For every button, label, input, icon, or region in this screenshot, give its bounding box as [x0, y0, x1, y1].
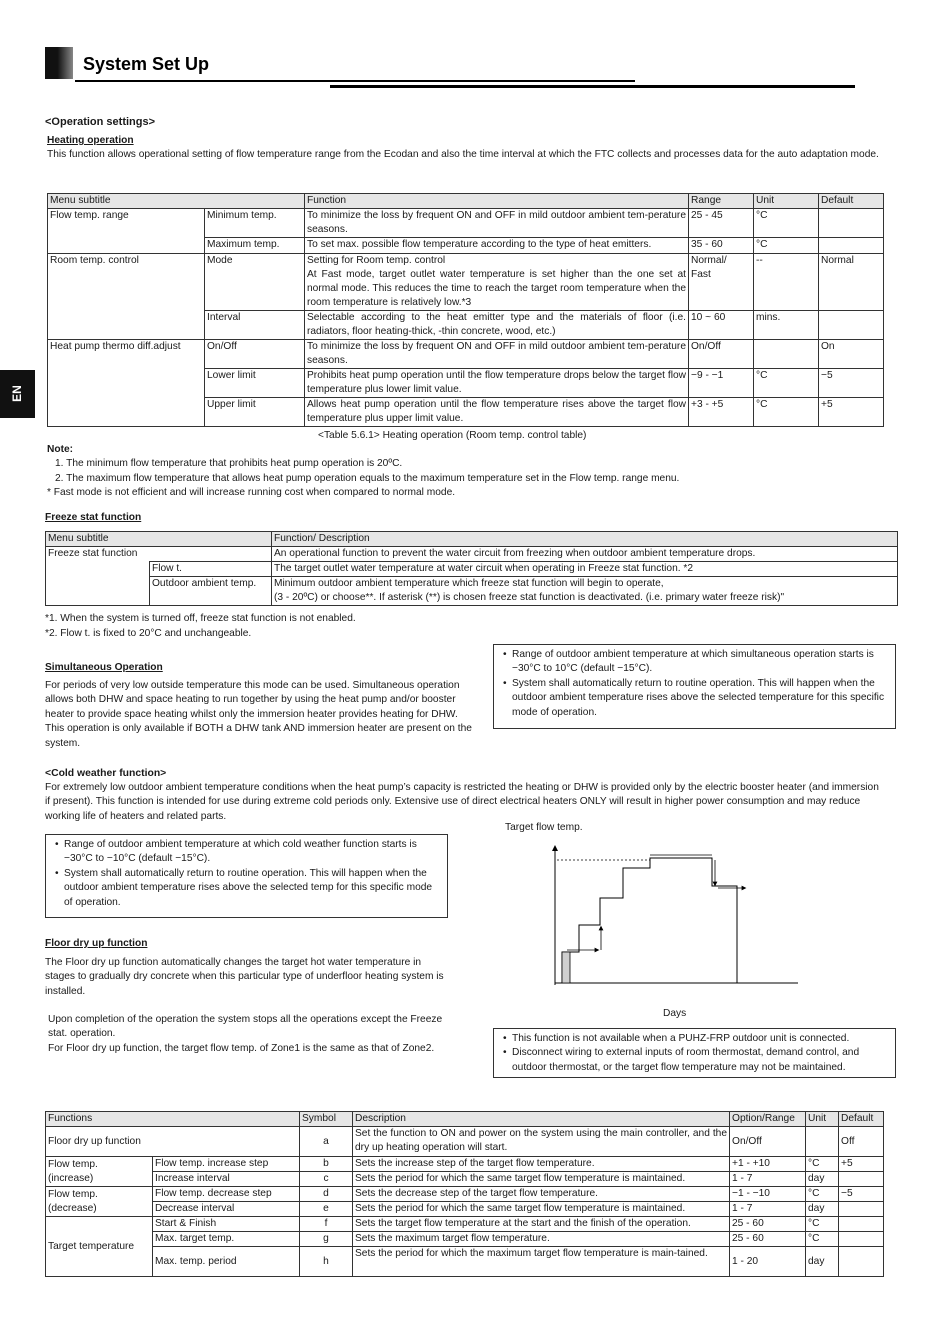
group-cell: Room temp. control — [48, 254, 205, 340]
description-cell: Sets the maximum target flow temperature. — [353, 1232, 730, 1247]
chart-letter-b: b — [604, 935, 608, 942]
chart-letter-d: d — [719, 869, 723, 876]
chart-letter-g: g — [636, 849, 640, 856]
default-cell — [839, 1217, 884, 1232]
col-header: Default — [819, 194, 884, 209]
group-cell: Heat pump thermo diff.adjust — [48, 340, 205, 427]
function-cell: To set max. possible flow temperature according to the type of heat emitters. — [305, 238, 689, 254]
function-cell: Allows heat pump operation until the flow temperature rises above the target flow temperature plus upper limit value. — [305, 398, 689, 427]
range-cell: On/Off — [689, 340, 754, 369]
header-rule-2 — [330, 85, 855, 88]
table-row — [46, 1127, 884, 1157]
cold-weather-body: For extremely low outdoor ambient temperature conditions when the heat pump’s capacity is restricted the heating or DHW is provided only by the electric booster heater (and immersion if present). This function is intended for use during extreme cold periods only. Extensive use of direct electrical heaters ONLY will result in higher power consumption and may reduce working life of heaters and related parts. — [45, 782, 879, 822]
freeze-stat-desc: An operational function to prevent the water circuit from freezing when outdoor ambient temperature drops. — [272, 547, 898, 562]
bullet-item: • This function is not available when a PUHZ-FRP outdoor unit is connected. — [512, 1032, 889, 1046]
cold-weather-info-box — [45, 834, 448, 918]
unit-cell: °C — [754, 238, 819, 254]
function-cell: Setting for Room temp. control At Fast mode, target outlet water temperature is set higher than the one set at normal mode. This reduces the time to reach the target room temperature when the room temperature is relatively low.*3 — [305, 254, 689, 311]
subtitle-cell: Start & Finish — [153, 1217, 300, 1232]
col-header: Function — [305, 194, 689, 209]
col-header: Description — [353, 1112, 730, 1127]
chart-letter-h: h — [680, 846, 684, 853]
subtitle-cell: Mode — [205, 254, 305, 311]
group-cell: Flow temp. (increase) — [46, 1157, 153, 1187]
unit-cell: °C — [754, 398, 819, 427]
description-cell: Sets the target flow temperature at the start and the finish of the operation. — [353, 1217, 730, 1232]
operation-settings-heading: <Operation settings> — [45, 116, 156, 128]
col-header: Unit — [806, 1112, 839, 1127]
blank-cell — [46, 562, 150, 606]
chart-letter-e: e — [730, 893, 734, 900]
floor-dry-body: Upon completion of the operation the system stops all the operations except the Freeze stat. operation. — [48, 1014, 443, 1040]
subtitle-cell: Flow temp. increase step — [153, 1157, 300, 1172]
table-caption: <Table 5.6.1> Heating operation (Room temp. control table) — [318, 430, 587, 441]
symbol-cell: h — [300, 1247, 353, 1277]
heating-operation-title: Heating operation — [47, 135, 134, 146]
col-header: Menu subtitle — [46, 532, 272, 547]
bullet-item: • Disconnect wiring to external inputs of room thermostat, demand control, and outdoor thermostat, or the target flow temperature may not be maintained. — [512, 1046, 889, 1075]
unit-cell — [806, 1127, 839, 1157]
default-cell — [819, 311, 884, 340]
range-cell: 1 - 7 — [730, 1202, 806, 1217]
symbol-cell: a — [300, 1127, 353, 1157]
description-cell: Sets the increase step of the target flow temperature. — [353, 1157, 730, 1172]
description-cell: Sets the period for which the maximum target flow temperature is main-tained. — [353, 1247, 730, 1277]
col-header: Function/ Description — [272, 532, 898, 547]
flow-t-desc: The target outlet water temperature at water circuit when operating in Freeze stat function. *2 — [272, 562, 898, 577]
simultaneous-body: For periods of very low outside temperature this mode can be used. Simultaneous operation allows both DHW and space heating to run together by using the heat pump and/or booster heater to provide space heating whilst only the immersion heater provides heating for DHW. This operation is only available if BOTH a DHW tank AND immersion heater are present on the system. — [45, 680, 472, 749]
group-cell: Floor dry up function — [46, 1127, 300, 1157]
description-cell: Set the function to ON and power on the system using the main controller, and the dry up heating operation will start. — [353, 1127, 730, 1157]
subtitle-cell: Flow temp. decrease step — [153, 1187, 300, 1202]
range-cell: 25 - 60 — [730, 1217, 806, 1232]
subtitle-cell: On/Off — [205, 340, 305, 369]
floor-dry-title: Floor dry up function — [45, 938, 148, 949]
note-item: * Fast mode is not efficient and will increase running cost when compared to normal mode. — [47, 487, 456, 498]
symbol-cell: f — [300, 1217, 353, 1232]
table-row — [48, 254, 884, 311]
floor-dry-body: For Floor dry up function, the target flow temp. of Zone1 is the same as that of Zone2. — [48, 1043, 435, 1054]
floor-dry-body: The Floor dry up function automatically changes the target hot water temperature in stages to gradually dry concrete when this particular type of underfloor heating system is installed. — [45, 957, 444, 997]
unit-cell: day — [806, 1172, 839, 1187]
default-cell: +5 — [839, 1157, 884, 1172]
footnote: *2. Flow t. is fixed to 20°C and unchangeable. — [45, 628, 252, 639]
symbol-cell: g — [300, 1232, 353, 1247]
unit-cell: °C — [806, 1187, 839, 1202]
group-cell: Flow temp. (decrease) — [46, 1187, 153, 1217]
subtitle-cell: Lower limit — [205, 369, 305, 398]
unit-cell — [754, 340, 819, 369]
bullet-item: • System shall automatically return to routine operation. This will happen when the outdoor ambient temperature rises above the selected temp for this specific mode of operation. — [64, 867, 441, 910]
table-header-row — [46, 1112, 884, 1127]
unit-cell: °C — [806, 1232, 839, 1247]
chart-y-label: Target flow temp. — [505, 822, 583, 833]
default-cell: +5 — [819, 398, 884, 427]
symbol-cell: c — [300, 1172, 353, 1187]
range-cell: 1 - 7 — [730, 1172, 806, 1187]
subtitle-cell: Max. target temp. — [153, 1232, 300, 1247]
default-cell: Normal — [819, 254, 884, 311]
col-header: Default — [839, 1112, 884, 1127]
col-header: Symbol — [300, 1112, 353, 1127]
function-cell: Selectable according to the heat emitter type and the materials of floor (i.e. radiators, floor heating-thick, -thin concrete, wood, etc.) — [305, 311, 689, 340]
group-cell: Flow temp. range — [48, 209, 205, 254]
default-cell — [819, 209, 884, 238]
unit-cell: day — [806, 1202, 839, 1217]
table-header-row — [46, 532, 898, 547]
table-row — [46, 1232, 884, 1247]
heating-operation-desc: This function allows operational setting of flow temperature range from the Ecodan and also the time interval at which the FTC collects and processes data for the auto adaptation mode. — [47, 149, 879, 160]
function-cell: To minimize the loss by frequent ON and OFF in mild outdoor ambient tem-perature seasons. — [305, 340, 689, 369]
table-row — [46, 577, 898, 606]
table-row — [46, 1247, 884, 1277]
floor-dry-chart — [540, 840, 810, 990]
col-header: Unit — [754, 194, 819, 209]
footnote: *1. When the system is turned off, freeze stat function is not enabled. — [45, 613, 356, 624]
table-header-row — [48, 194, 884, 209]
note-item: 2. The maximum flow temperature that allows heat pump operation equals to the maximum temperature set in the Flow temp. range menu. — [55, 473, 680, 484]
function-cell: To minimize the loss by frequent ON and OFF in mild outdoor ambient tem-perature seasons. — [305, 209, 689, 238]
subtitle-cell: Minimum temp. — [205, 209, 305, 238]
col-header: Menu subtitle — [48, 194, 305, 209]
default-cell — [819, 238, 884, 254]
default-cell: Off — [839, 1127, 884, 1157]
chart-x-label: Days — [663, 1008, 687, 1019]
range-cell: 10 ~ 60 — [689, 311, 754, 340]
table-row — [46, 1202, 884, 1217]
range-cell: 25 - 60 — [730, 1232, 806, 1247]
freeze-stat-title: Freeze stat function — [45, 512, 142, 523]
table-row — [46, 547, 898, 562]
table-row — [46, 1172, 884, 1187]
col-header: Option/Range — [730, 1112, 806, 1127]
header-rule — [75, 80, 635, 82]
unit-cell: °C — [754, 209, 819, 238]
header-marker — [45, 47, 73, 79]
subtitle-cell: Interval — [205, 311, 305, 340]
subtitle-cell: Upper limit — [205, 398, 305, 427]
range-cell: −1 - −10 — [730, 1187, 806, 1202]
range-cell: +3 - +5 — [689, 398, 754, 427]
table-row — [48, 340, 884, 369]
function-cell: Prohibits heat pump operation until the flow temperature drops below the target flow temperature plus lower limit value. — [305, 369, 689, 398]
unit-cell: -- — [754, 254, 819, 311]
table-row — [46, 562, 898, 577]
bullet-item: • Range of outdoor ambient temperature at which cold weather function starts is −30°C to −10°C (default −15°C). — [64, 838, 441, 867]
subtitle-cell: Max. temp. period — [153, 1247, 300, 1277]
default-cell: −5 — [839, 1187, 884, 1202]
range-cell: +1 - +10 — [730, 1157, 806, 1172]
note-label: Note: — [47, 444, 74, 455]
default-cell: −5 — [819, 369, 884, 398]
freeze-stat-table — [45, 531, 898, 606]
freeze-stat-label: Freeze stat function — [46, 547, 272, 562]
description-cell: Sets the period for which the same target flow temperature is maintained. — [353, 1202, 730, 1217]
range-cell: On/Off — [730, 1127, 806, 1157]
table-row — [46, 1187, 884, 1202]
simultaneous-title: Simultaneous Operation — [45, 662, 163, 673]
oat-desc-line: Minimum outdoor ambient temperature which freeze stat function will begin to operate, — [274, 578, 664, 589]
default-cell — [839, 1202, 884, 1217]
simultaneous-info-box — [493, 644, 896, 729]
range-cell: Normal/ Fast — [689, 254, 754, 311]
description-cell: Sets the period for which the same target flow temperature is maintained. — [353, 1172, 730, 1187]
default-cell: On — [819, 340, 884, 369]
unit-cell: °C — [806, 1217, 839, 1232]
table-row — [46, 1157, 884, 1172]
bullet-item: • System shall automatically return to routine operation. This will happen when the outdoor ambient temperature rises above the selected temperature for this specific mode of operation. — [512, 677, 889, 720]
subtitle-cell: Maximum temp. — [205, 238, 305, 254]
bullet-item: • Range of outdoor ambient temperature at which simultaneous operation starts is −30°C to 10°C (default −15°C). — [512, 648, 889, 677]
oat-desc — [272, 577, 898, 606]
symbol-cell: d — [300, 1187, 353, 1202]
flow-t-label: Flow t. — [150, 562, 272, 577]
page-title: System Set Up — [83, 54, 210, 74]
col-header: Range — [689, 194, 754, 209]
floor-dry-functions-table — [45, 1111, 884, 1277]
table-row — [46, 1217, 884, 1232]
col-header: Functions — [46, 1112, 300, 1127]
unit-cell: °C — [806, 1157, 839, 1172]
subtitle-cell: Decrease interval — [153, 1202, 300, 1217]
chart-letter-f: f — [564, 973, 566, 980]
symbol-cell: b — [300, 1157, 353, 1172]
heating-operation-table — [47, 193, 884, 427]
language-tab: EN — [0, 370, 35, 418]
default-cell — [839, 1232, 884, 1247]
unit-cell: day — [806, 1247, 839, 1277]
subtitle-cell: Increase interval — [153, 1172, 300, 1187]
oat-desc-line: (3 - 20ºC) or choose**. If asterisk (**) is chosen freeze stat function is deactivated. (i.e. primary water freeze risk)" — [274, 592, 785, 603]
note-item: 1. The minimum flow temperature that prohibits heat pump operation is 20ºC. — [55, 458, 403, 469]
default-cell — [839, 1247, 884, 1277]
unit-cell: °C — [754, 369, 819, 398]
oat-label: Outdoor ambient temp. — [150, 577, 272, 606]
symbol-cell: e — [300, 1202, 353, 1217]
chart-letter-a: a — [585, 941, 589, 948]
floor-dry-info-box — [493, 1028, 896, 1078]
default-cell — [839, 1172, 884, 1187]
group-cell: Target temperature — [46, 1217, 153, 1277]
range-cell: 25 - 45 — [689, 209, 754, 238]
chart-step-line — [562, 858, 737, 983]
description-cell: Sets the decrease step of the target flow temperature. — [353, 1187, 730, 1202]
range-cell: −9 - −1 — [689, 369, 754, 398]
range-cell: 35 - 60 — [689, 238, 754, 254]
range-cell: 1 - 20 — [730, 1247, 806, 1277]
cold-weather-heading: <Cold weather function> — [45, 768, 167, 779]
chart-letter-c: c — [581, 959, 585, 966]
table-row — [48, 209, 884, 238]
unit-cell: mins. — [754, 311, 819, 340]
